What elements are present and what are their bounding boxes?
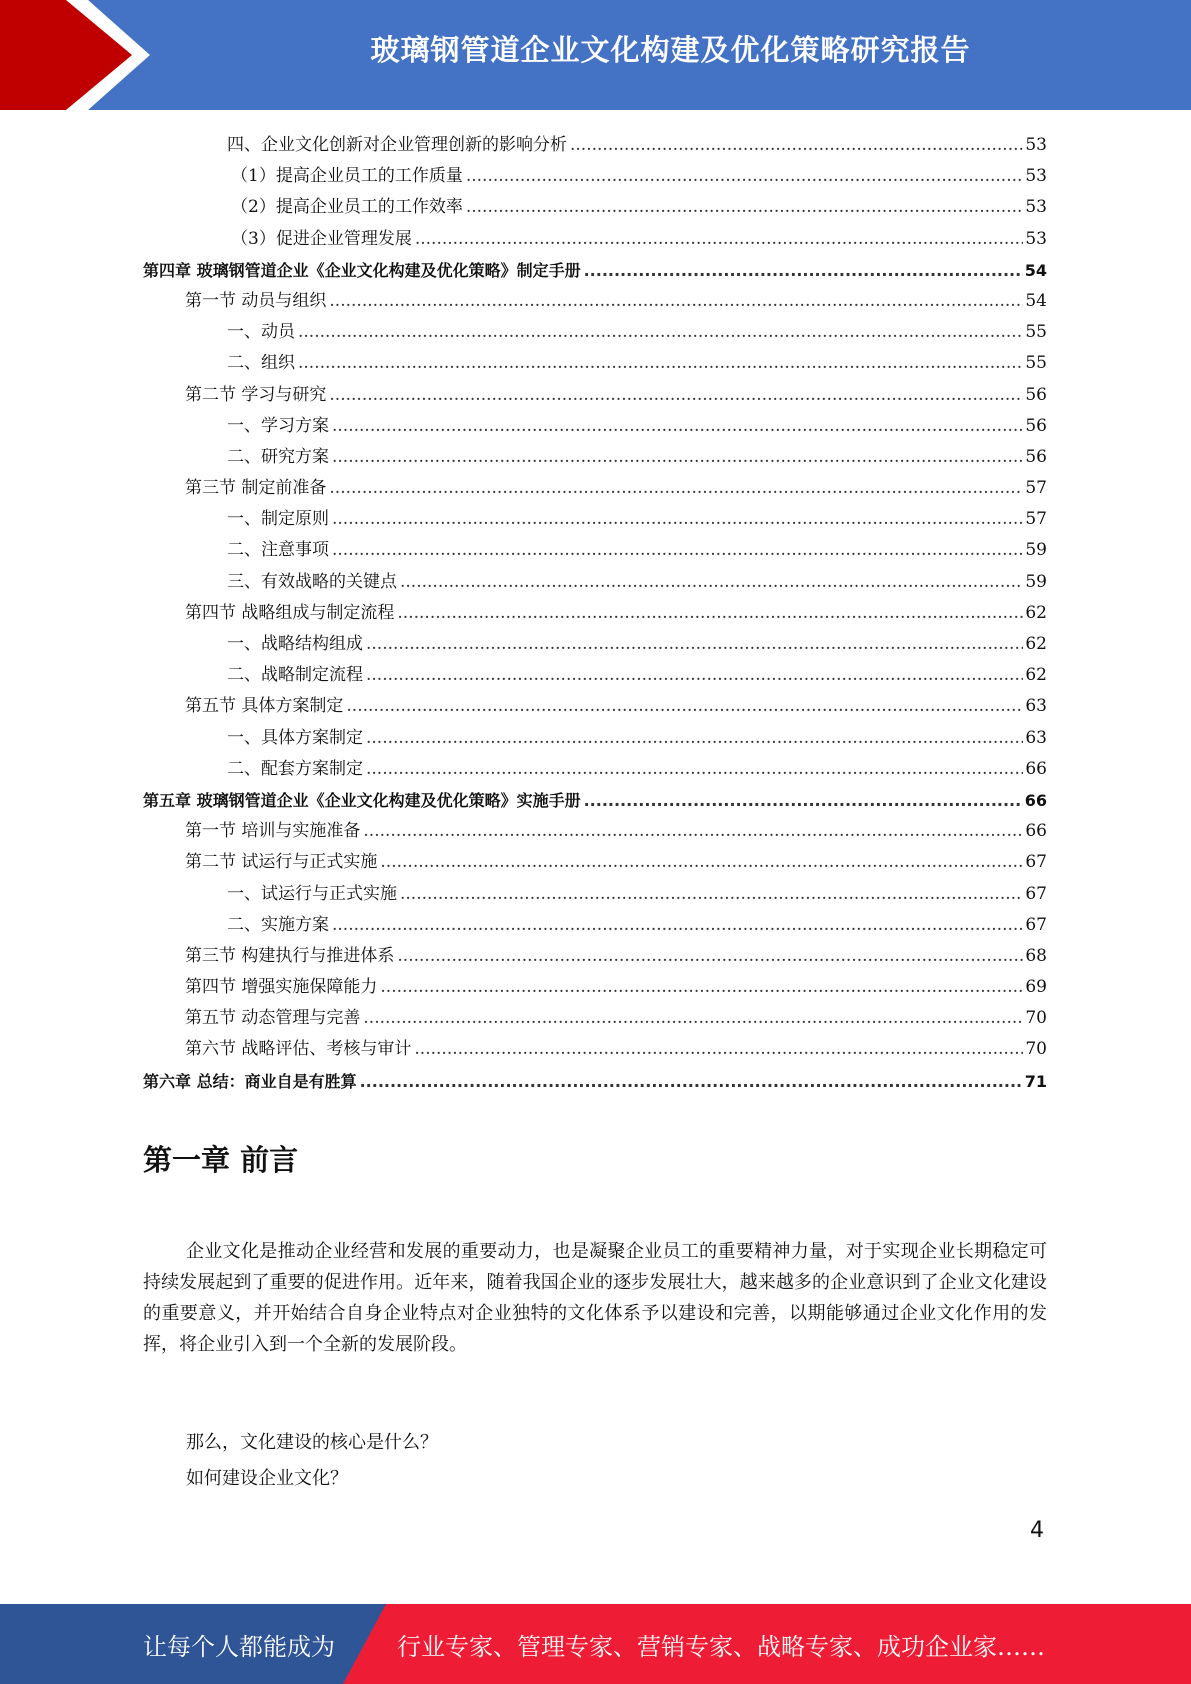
toc-page-number: 68: [1025, 945, 1047, 966]
footer-slogan-right: 行业专家、管理专家、营销专家、战略专家、成功企业家……: [397, 1633, 1045, 1661]
toc-entry-title: 第三节 构建执行与推进体系: [185, 945, 395, 966]
toc-page-number: 59: [1025, 540, 1047, 561]
toc-page-number: 56: [1025, 415, 1047, 436]
toc-entry[interactable]: [143, 972, 1047, 1003]
toc-entry-title: 第二节 试运行与正式实施: [185, 852, 378, 873]
toc-dot-leader: [400, 567, 1023, 598]
toc-entry-title: 二、战略制定流程: [227, 665, 363, 686]
toc-entry-title: 一、试运行与正式实施: [227, 883, 397, 904]
footer-slogan-left: 让每个人都能成为: [143, 1633, 335, 1661]
toc-entry[interactable]: [143, 1066, 1047, 1097]
toc-entry-title: 第五章 玻璃钢管道企业《企业文化构建及优化策略》实施手册: [143, 790, 581, 810]
toc-page-number: 62: [1025, 602, 1047, 623]
toc-entry[interactable]: [143, 816, 1047, 847]
toc-entry-title: 第一节 培训与实施准备: [185, 821, 361, 842]
toc-entry-title: （2）提高企业员工的工作效率: [231, 197, 463, 218]
toc-entry[interactable]: [143, 535, 1047, 566]
toc-entry-title: 一、战略结构组成: [227, 634, 363, 654]
toc-entry[interactable]: [143, 785, 1047, 816]
toc-entry-title: 二、组织: [227, 353, 295, 374]
toc-entry-title: 一、学习方案: [227, 415, 329, 436]
toc-page-number: 54: [1025, 290, 1047, 311]
toc-page-number: 70: [1025, 1039, 1047, 1060]
toc-dot-leader: [332, 442, 1023, 473]
toc-entry[interactable]: [143, 598, 1047, 629]
table-of-contents: [143, 130, 1047, 1097]
toc-entry[interactable]: [143, 910, 1047, 941]
toc-dot-leader: [466, 192, 1024, 223]
toc-page-number: 53: [1025, 166, 1047, 187]
toc-entry[interactable]: [143, 224, 1047, 255]
toc-page-number: 69: [1025, 977, 1047, 998]
toc-page-number: 59: [1025, 571, 1047, 592]
toc-dot-leader: [400, 879, 1023, 910]
toc-page-number: 66: [1025, 821, 1047, 842]
toc-entry[interactable]: [143, 286, 1047, 317]
toc-entry[interactable]: [143, 317, 1047, 348]
toc-dot-leader: [397, 941, 1023, 972]
toc-dot-leader: [298, 348, 1023, 379]
toc-dot-leader: [380, 847, 1023, 878]
toc-dot-leader: [366, 660, 1023, 691]
toc-entry[interactable]: [143, 255, 1047, 286]
toc-page-number: 63: [1025, 696, 1047, 717]
toc-dot-leader: [329, 380, 1023, 411]
toc-entry-title: 第四节 战略组成与制定流程: [185, 602, 395, 623]
page-number: 4: [1030, 1518, 1044, 1543]
toc-page-number: 66: [1024, 790, 1047, 810]
toc-page-number: 54: [1024, 260, 1047, 280]
toc-dot-leader: [329, 286, 1023, 317]
toc-entry[interactable]: [143, 411, 1047, 442]
toc-entry[interactable]: [143, 192, 1047, 223]
toc-dot-leader: [584, 255, 1023, 286]
toc-page-number: 53: [1025, 197, 1047, 218]
toc-dot-leader: [298, 317, 1023, 348]
toc-dot-leader: [363, 816, 1023, 847]
toc-entry-title: 第四章 玻璃钢管道企业《企业文化构建及优化策略》制定手册: [143, 260, 581, 280]
toc-page-number: 67: [1025, 852, 1047, 873]
toc-entry-title: 第三节 制定前准备: [185, 478, 327, 499]
toc-entry-title: 二、研究方案: [227, 446, 329, 467]
toc-entry-title: 二、注意事项: [227, 540, 329, 561]
toc-dot-leader: [332, 910, 1023, 941]
toc-page-number: 55: [1025, 322, 1047, 343]
toc-entry[interactable]: [143, 442, 1047, 473]
toc-entry-title: 一、动员: [227, 322, 295, 343]
toc-entry[interactable]: [143, 1003, 1047, 1034]
toc-dot-leader: [332, 411, 1023, 442]
page-header: [0, 0, 1191, 110]
chapter-heading: 第一章 前言: [143, 1143, 299, 1177]
toc-dot-leader: [584, 785, 1023, 816]
toc-dot-leader: [332, 535, 1023, 566]
toc-dot-leader: [415, 224, 1024, 255]
toc-entry[interactable]: [143, 723, 1047, 754]
toc-page-number: 57: [1025, 509, 1047, 530]
toc-page-number: 67: [1025, 914, 1047, 935]
toc-entry[interactable]: [143, 504, 1047, 535]
toc-dot-leader: [332, 504, 1023, 535]
toc-entry[interactable]: [143, 161, 1047, 192]
body-question: 如何建设企业文化？: [186, 1468, 348, 1489]
toc-page-number: 57: [1025, 478, 1047, 499]
toc-dot-leader: [346, 691, 1023, 722]
toc-dot-leader: [414, 1034, 1023, 1065]
toc-page-number: 67: [1025, 883, 1047, 904]
toc-entry[interactable]: [143, 380, 1047, 411]
toc-page-number: 53: [1025, 135, 1047, 155]
toc-entry-title: （3）促进企业管理发展: [231, 228, 412, 249]
toc-page-number: 53: [1025, 228, 1047, 249]
toc-entry-title: 第一节 动员与组织: [185, 290, 327, 311]
toc-page-number: 62: [1025, 634, 1047, 654]
toc-entry[interactable]: [143, 879, 1047, 910]
toc-page-number: 70: [1025, 1008, 1047, 1029]
toc-dot-leader: [360, 1066, 1023, 1097]
toc-entry-title: 一、具体方案制定: [227, 727, 363, 748]
toc-entry[interactable]: [143, 691, 1047, 722]
toc-entry[interactable]: [143, 130, 1047, 161]
body-paragraph: 企业文化是推动企业经营和发展的重要动力，也是凝聚企业员工的重要精神力量，对于实现企业长期稳定可持续发展起到了重要的促进作用。近年来，随着我国企业的逐步发展壮大，越来越多的企业意识到了企业文化建设的重要意义，并开始结合自身企业特点对企业独特的文化体系予以建设和完善，以期能够通过企业文化作用的发挥，将企业引入到一个全新的发展阶段。: [143, 1241, 1047, 1355]
toc-dot-leader: [466, 161, 1024, 192]
toc-entry-title: 第五节 具体方案制定: [185, 696, 344, 717]
toc-entry-title: 第六章 总结：商业自是有胜算: [143, 1071, 357, 1091]
toc-entry[interactable]: [143, 567, 1047, 598]
toc-dot-leader: [366, 723, 1023, 754]
toc-entry-title: 第六节 战略评估、考核与审计: [185, 1039, 412, 1060]
toc-entry-title: 四、企业文化创新对企业管理创新的影响分析: [227, 135, 567, 155]
toc-dot-leader: [380, 972, 1023, 1003]
toc-entry[interactable]: [143, 348, 1047, 379]
toc-entry-title: 第四节 增强实施保障能力: [185, 977, 378, 998]
toc-dot-leader: [363, 1003, 1023, 1034]
toc-entry[interactable]: [143, 660, 1047, 691]
toc-entry-title: 一、制定原则: [227, 509, 329, 530]
toc-entry[interactable]: [143, 847, 1047, 878]
toc-entry-title: 第二节 学习与研究: [185, 384, 327, 405]
toc-page-number: 66: [1025, 758, 1047, 779]
header-title: 玻璃钢管道企业文化构建及优化策略研究报告: [370, 33, 971, 67]
toc-entry-title: 二、实施方案: [227, 914, 329, 935]
body-question: 那么，文化建设的核心是什么？: [186, 1432, 438, 1453]
toc-page-number: 62: [1025, 665, 1047, 686]
toc-entry[interactable]: [143, 754, 1047, 785]
toc-entry-title: 二、配套方案制定: [227, 758, 363, 779]
toc-entry[interactable]: [143, 1034, 1047, 1065]
page-footer: [0, 1604, 1191, 1684]
toc-dot-leader: [366, 629, 1023, 660]
toc-entry-title: 第五节 动态管理与完善: [185, 1008, 361, 1029]
toc-page-number: 55: [1025, 353, 1047, 374]
toc-entry[interactable]: [143, 629, 1047, 660]
toc-entry-title: 三、有效战略的关键点: [227, 571, 397, 592]
toc-entry[interactable]: [143, 941, 1047, 972]
toc-entry[interactable]: [143, 473, 1047, 504]
toc-entry-title: （1）提高企业员工的工作质量: [231, 166, 463, 187]
toc-dot-leader: [397, 598, 1023, 629]
toc-dot-leader: [329, 473, 1023, 504]
toc-page-number: 56: [1025, 384, 1047, 405]
toc-page-number: 71: [1024, 1071, 1047, 1091]
toc-page-number: 63: [1025, 727, 1047, 748]
toc-dot-leader: [570, 130, 1023, 161]
toc-dot-leader: [366, 754, 1023, 785]
toc-page-number: 56: [1025, 446, 1047, 467]
